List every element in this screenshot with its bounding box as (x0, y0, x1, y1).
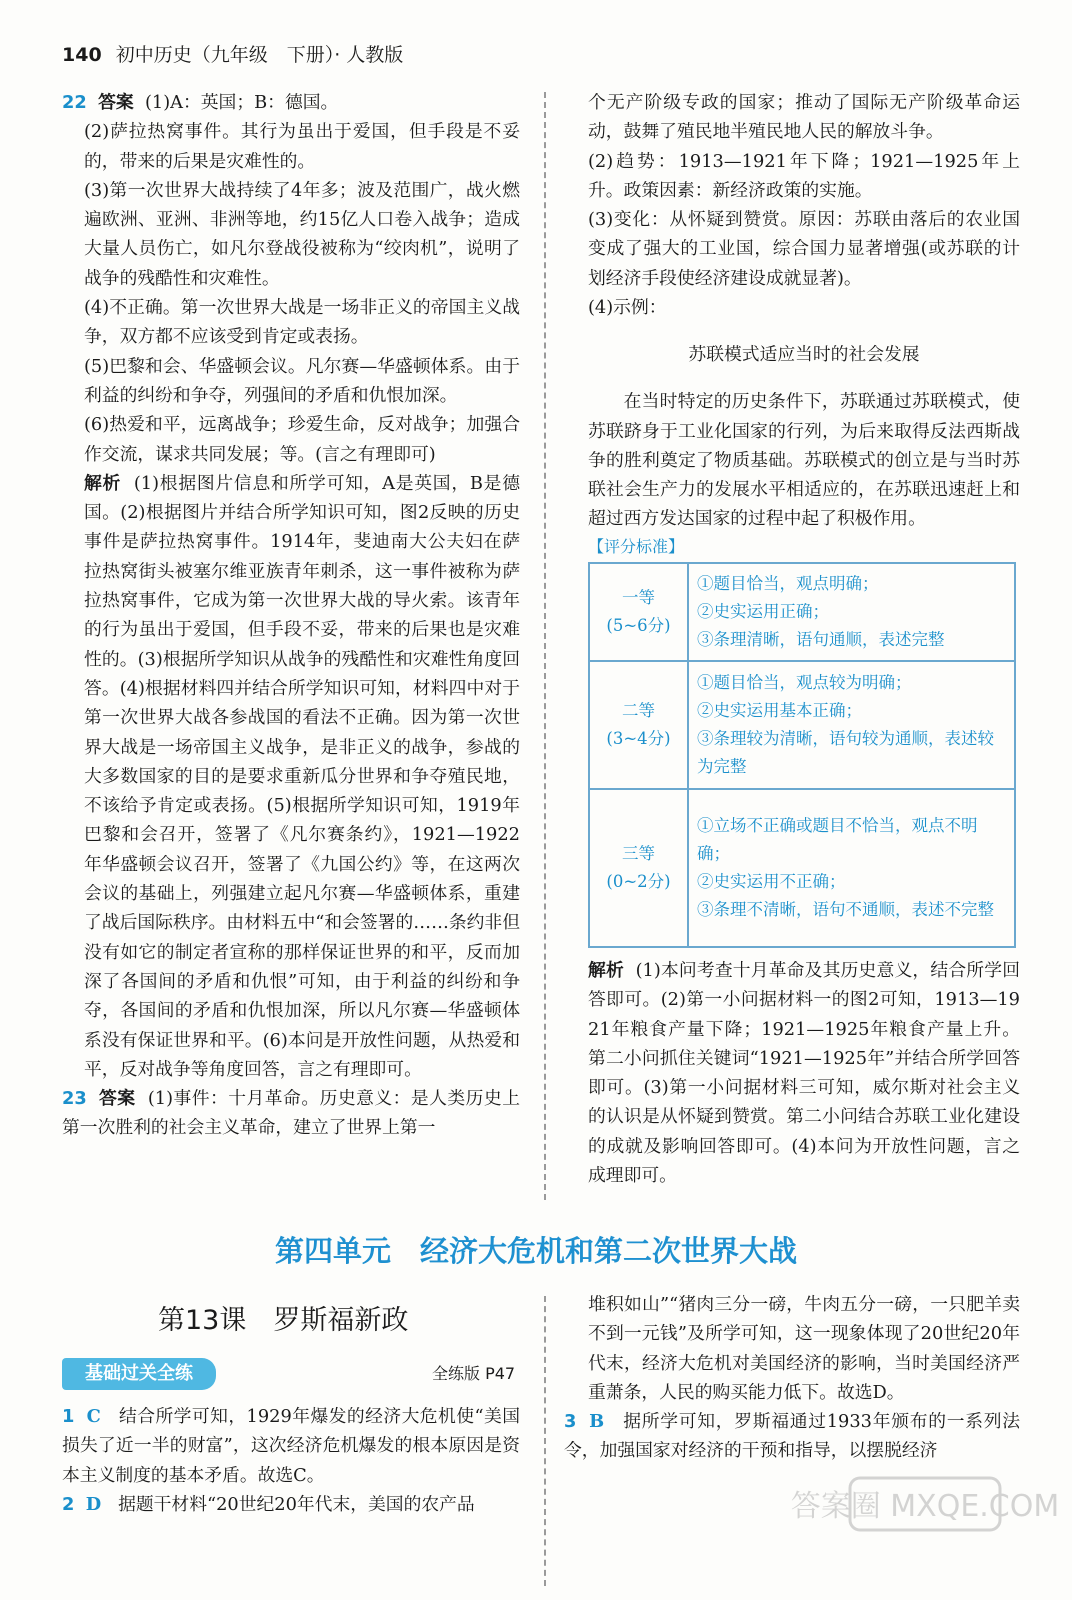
rubric-criterion: ③条理清晰，语句通顺，表述完整 (697, 630, 945, 649)
rubric-row (589, 563, 1015, 661)
q22-answer-2: (2)萨拉热窝事件。其行为虽出于爱国，但手段是不妥的，带来的后果是灾难性的。 (84, 121, 520, 172)
rubric-criteria-cell (688, 563, 1015, 661)
q23-answer-label: 答案 (99, 1088, 136, 1110)
item2-continued: 堆积如山”“猪肉三分一磅，牛肉五分一磅，一只肥羊卖不到一元钱”及所学可知，这一现象体现了20世纪20年代末，经济大危机对美国经济的影响，当时美国经济严重萧条，人民的购买能力低下。故选D。 (588, 1294, 1020, 1403)
item-answer: C (86, 1406, 101, 1427)
item-number: 1 (62, 1406, 75, 1427)
q23-analysis-text: (1)本问考查十月革命及其历史意义，结合所学回答即可。(2)第一小问据材料一的图2可知，1913—1921年粮食产量下降；1921—1925年粮食产量上升。第二小问抓住关键词“1921—1925年”并结合所学回答即可。(3)第一小问据材料三可知，威尔斯对社会主义的认识是从怀疑到赞赏。第二小问结合苏联工业化建设的成就及影响回答即可。(4)本问为开放性问题，言之成理即可。 (588, 960, 1020, 1187)
rubric-label: 【评分标准】 (588, 536, 685, 556)
rubric-criteria-cell (688, 789, 1015, 947)
q23-answer-3: (3)变化：从怀疑到赞赏。原因：苏联由落后的农业国变成了强大的工业国，综合国力显著增强(或苏联的计划经济手段使经济建设成就显著)。 (588, 209, 1020, 289)
rubric-points: (0~2分) (606, 872, 671, 891)
rubric-level-cell (589, 563, 688, 661)
item-answer: B (589, 1411, 605, 1433)
q22-answer-6: (6)热爱和平，远离战争；珍爱生命，反对战争；加强合作交流，谋求共同发展；等。(言之有理即可) (84, 414, 520, 465)
rubric-criteria-cell (688, 661, 1015, 789)
q23-answer-2: (2)趋势：1913—1921年下降；1921—1925年上升。政策因素：新经济政策的实施。 (588, 150, 1020, 201)
q22-analysis (62, 469, 520, 1084)
rubric-level: 一等 (622, 588, 655, 607)
q22-number: 22 (62, 92, 87, 113)
q22-analysis-label: 解析 (84, 472, 122, 494)
rubric-level: 二等 (622, 701, 655, 720)
item-text: 据所学可知，罗斯福通过1933年颁布的一系列法令，加强国家对经济的干预和指导，以摆脱经济 (564, 1411, 1020, 1462)
q22-answer-label: 答案 (98, 92, 134, 113)
q23-analysis-block (588, 956, 1020, 1190)
left-column (62, 88, 520, 1143)
q22-analysis-text: (1)根据图片信息和所学可知，A是英国，B是德国。(2)根据图片并结合所学知识可知，图2反映的历史事件是萨拉热窝事件。1914年，斐迪南大公夫妇在萨拉热窝街头被塞尔维亚族青年刺杀，这一事件被称为萨拉热窝事件，它成为第一次世界大战的导火索。该青年的行为虽出于爱国，但手段不妥，带来的后果也是灾难性的。(3)根据所学知识从战争的残酷性和灾难性角度回答。(4)根据材料四并结合所学知识可知，材料四中对于第一次世界大战各参战国的看法不正确。因为第一次世界大战是一场帝国主义战争，是非正义的战争，参战的大多数国家的目的是要求重新瓜分世界和争夺殖民地，不该给予肯定或表扬。(5)根据所学知识可知，1919年巴黎和会召开，签署了《凡尔赛条约》，1921—1922年华盛顿会议召开，签署了《九国公约》等，在这两次会议的基础上，列强建立起凡尔赛—华盛顿体系，重建了战后国际秩序。由材料五中“和会签署的……条约非但没有如它的制定者宣称的那样保证世界的和平，反而加深了各国间的矛盾和仇恨”可知，由于利益的纠纷和争夺，各国间的矛盾和仇恨加深，所以凡尔赛—华盛顿体系没有保证世界和平。(6)本问是开放性问题，从热爱和平，反对战争等角度回答，言之有理即可。 (84, 472, 520, 1080)
essay-text: 在当时特定的历史条件下，苏联通过苏联模式，使苏联跻身于工业化国家的行列，为后来取得反法西斯战争的胜利奠定了物质基础。苏联模式的创立是与当时苏联社会生产力的发展水平相适应的，在苏联迅速赶上和超过西方发达国家的过程中起了积极作用。 (588, 391, 1020, 530)
watermark-text: 答案圈 MXQE.COM (790, 1489, 1060, 1524)
rubric-criterion: ③条理较为清晰，语句较为通顺，表述较为完整 (697, 729, 994, 776)
essay-title: 苏联模式适应当时的社会发展 (688, 344, 920, 366)
lesson-title: 第13课 罗斯福新政 (158, 1305, 409, 1336)
q22-answer-line (62, 88, 520, 117)
item-number: 3 (564, 1411, 577, 1433)
rubric-row (589, 789, 1015, 947)
rubric-level-cell (589, 789, 688, 947)
q23-answer-4: (4)示例： (588, 297, 667, 319)
q22-answer-3: (3)第一次世界大战持续了4年多；波及范围广，战火燃遍欧洲、亚洲、非洲等地，约15亿人口卷入战争；造成大量人员伤亡，如凡尔登战役被称为“绞肉机”，说明了战争的残酷性和灾难性。 (84, 179, 520, 289)
watermark-logo (790, 1470, 1060, 1580)
rubric-criterion: ①立场不正确或题目不恰当，观点不明确； (697, 816, 978, 863)
q23-answer-text: (1)事件：十月革命。历史意义：是人类历史上第一次胜利的社会主义革命，建立了世界上第一 (62, 1088, 520, 1139)
q22-answer-4: (4)不正确。第一次世界大战是一场非正义的帝国主义战争，双方都不应该受到肯定或表扬。 (84, 297, 520, 348)
q23-answer-cont: 个无产阶级专政的国家；推动了国际无产阶级革命运动，鼓舞了殖民地半殖民地人民的解放斗争。 (588, 92, 1020, 143)
rubric-criterion: ②史实运用基本正确； (697, 701, 862, 720)
page-header (62, 40, 403, 67)
section-reference: 全练版 P47 (432, 1364, 516, 1383)
rubric-criterion: ①题目恰当，观点较为明确； (697, 673, 912, 692)
rubric-criterion: ①题目恰当，观点明确； (697, 574, 879, 593)
rubric-row (589, 661, 1015, 789)
rubric-table (588, 562, 1016, 948)
item-text: 据题干材料“20世纪20年代末，美国的农产品 (118, 1493, 475, 1515)
rubric-points: (5~6分) (606, 616, 671, 635)
rubric-level: 三等 (622, 844, 655, 863)
column-divider (544, 92, 546, 1200)
unit-title: 第四单元 经济大危机和第二次世界大战 (274, 1234, 797, 1268)
item-text: 结合所学可知，1929年爆发的经济大危机使“美国损失了近一半的财富”，这次经济危机爆发的根本原因是资本主义制度的基本矛盾。故选C。 (62, 1406, 520, 1486)
q22-answer-1: (1)A：英国；B：德国。 (144, 92, 339, 113)
bottom-column-divider (544, 1296, 546, 1586)
rubric-level-cell (589, 661, 688, 789)
book-title: 初中历史（九年级 下册）· 人教版 (115, 44, 404, 66)
rubric-criterion: ②史实运用正确； (697, 602, 829, 621)
lesson-item (564, 1407, 1020, 1466)
q23-number: 23 (62, 1088, 87, 1110)
right-column (588, 88, 1020, 560)
q23-analysis (588, 956, 1020, 1190)
item-answer: D (85, 1493, 102, 1515)
item-number: 2 (62, 1493, 75, 1515)
q23-answer-start (62, 1084, 520, 1143)
lesson-item (62, 1490, 520, 1519)
bottom-right-column (564, 1290, 1020, 1466)
page-number: 140 (62, 44, 102, 66)
lesson-item (62, 1402, 520, 1490)
q22-answer-5: (5)巴黎和会、华盛顿会议。凡尔赛—华盛顿体系。由于利益的纠纷和争夺，列强间的矛盾和仇恨加深。 (84, 355, 520, 406)
bottom-left-column (62, 1402, 520, 1519)
rubric-criterion: ②史实运用不正确； (697, 872, 846, 891)
rubric-criterion: ③条理不清晰，语句不通顺，表述不完整 (697, 900, 994, 919)
q23-analysis-label: 解析 (588, 960, 624, 981)
rubric-points: (3~4分) (606, 729, 671, 748)
section-badge: 基础过关全练 (62, 1358, 216, 1390)
